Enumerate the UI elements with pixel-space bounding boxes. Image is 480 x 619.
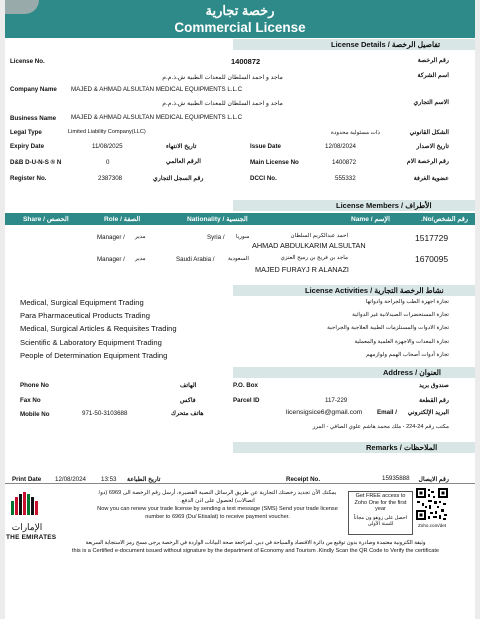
col-nationality: Nationality / الجنسية [187,216,248,223]
qr-code[interactable] [415,487,449,521]
business-name-label: Business Name [10,115,57,122]
member-name-en: MAJED FURAYJ R ALANAZI [255,265,349,274]
activity-ar: تجارة أدوات أصحاب الهمم ولوازمهم [366,352,449,358]
issue-value: 12/08/2024 [325,143,356,150]
member-role: Manager / [97,256,125,263]
license-no-label-ar: رقم الرخصة [417,57,449,64]
title-en: Commercial License [174,20,306,35]
logo-text-ar: الإمارات [11,522,43,532]
logo-text-en: THE EMIRATES [6,534,57,541]
fax-label: Fax No [20,397,41,404]
expiry-value: 11/08/2025 [92,143,123,150]
legal-type-value: Limited Liability Company(LLC) [68,129,146,135]
phone-label: Phone No [20,382,49,389]
dcci-label-ar: عضوية الغرفة [413,175,449,182]
mobile-label-ar: هاتف متحرك [171,410,204,417]
po-box-label: P.O. Box [233,382,258,389]
dcci-label: DCCI No. [250,175,277,182]
activity-en: Scientific & Laboratory Equipment Trading [20,338,162,347]
legal-type-label-ar: الشكل القانوني [409,129,449,136]
activity-en: Para Pharmaceutical Products Trading [20,311,151,320]
uae-flag-logo-icon [9,491,39,521]
parcel-label-ar: رقم القطعة [419,397,449,404]
company-name-label: Company Name [10,86,57,93]
address-line-ar: مكتب رقم 24-224 - ملك محمد هاشم علوي الصافي - المرر [312,424,449,430]
zoho-caption: Zoho.com/det [418,523,447,528]
main-license-label-ar: رقم الرخصة الام [406,158,449,165]
receipt-label-ar: رقم الايصال [418,476,449,483]
company-name-value: MAJED & AHMAD ALSULTAN MEDICAL EQUIPMENTS L.L.C [71,86,243,93]
zoho-promo-ar: احصل على زوهو ون مجاناً للسنة الأولى [353,515,408,528]
po-box-label-ar: صندوق بريد [419,382,449,389]
col-role: Role / الصفة [104,216,141,223]
activity-ar: تجارة الادوات والمستلزمات الطبية العلاجية والجراحية [327,325,449,331]
register-value: 2387308 [98,175,123,182]
phone-label-ar: الهاتف [180,382,197,389]
legal-type-label: Legal Type [10,129,42,136]
duns-value: 0 [106,159,110,166]
issue-label: Issue Date [250,143,281,150]
receipt-value: 15935888 [382,475,410,482]
company-name-ar: ماجد و احمد السلطان للمعدات الطبية ش.ذ.م.م [162,74,283,81]
print-time-value: 13:53 [101,476,117,483]
parcel-label: Parcel ID [233,397,260,404]
member-person-no: 1670095 [415,254,449,264]
print-date-label: Print Date [12,476,42,483]
issue-label-ar: تاريخ الاصدار [416,143,449,150]
activity-ar: تجارة المستحضرات الصيدلانية غير الدوائية [352,312,449,318]
member-name-en: AHMAD ABDULKARIM ALSULTAN [252,241,366,250]
member-role-ar: مدير [135,234,146,240]
receipt-label: Receipt No. [286,476,321,483]
member-name-ar: ماجد بن فريج بن رميح العنزي [280,255,348,261]
footer-divider [5,483,475,484]
address-heading: Address / العنوان [383,368,441,377]
license-document [5,0,475,619]
member-name-ar: احمد عبدالكريم السلطان [290,233,348,239]
register-label: Register No. [10,175,47,182]
mobile-value: 971-50-3103688 [82,410,128,417]
certified-en: this is a Certified e-document issued without signature by the department of Economy and Tourism .Kindly Scan the QR Code to Verify the certificate [71,548,440,554]
zoho-promo-en: Get FREE access to Zoho One for the first year [354,493,407,513]
email-label: Email / [377,409,397,416]
certified-ar: وثيقة الكترونية معتمدة وصادرة بدون توقيع من دائرة الاقتصاد والسياحة في دبي. لمراجعة صحة البيانات الواردة في الرخصة يرجى مسح رمز الاستجابة السريعة [85,540,426,546]
duns-label: D&B D-U-N-S ® N [10,159,62,166]
title-ar: رخصة تجارية [205,3,275,18]
parcel-value: 117-229 [325,397,348,404]
member-nationality: Saudi Arabia / [176,256,215,263]
license-no-label: License No. [10,58,45,65]
mobile-label: Mobile No [20,411,50,418]
col-name: Name / الإسم [351,216,390,223]
expiry-label-ar: تاريخ الانتهاء [166,143,197,150]
expiry-label: Expiry Date [10,143,45,150]
company-name-label-ar: اسم الشركة [417,72,449,79]
remarks-heading: Remarks / الملاحظات [366,443,438,452]
email-value: licensigsice6@gmail.com [286,409,363,416]
activity-en: People of Determination Equipment Trading [20,351,168,360]
trade-name-label-ar: الاسم التجاري [413,99,449,106]
activity-en: Medical, Surgical Articles & Requisites Trading [20,324,177,333]
section-header-remarks [233,442,475,453]
member-role-ar: مدير [135,256,146,262]
register-label-ar: رقم السجل التجاري [153,175,204,182]
member-role: Manager / [97,234,125,241]
legal-type-ar: ذات مسئولية محدودة [330,130,380,136]
business-name-value: MAJED & AHMAD ALSULTAN MEDICAL EQUIPMENTS L.L.C [71,114,243,121]
license-details-heading: License Details / تفاصيل الرخصة [331,40,441,49]
activity-ar: تجارة المعدات والاجهزة العلمية والمعملية [354,339,449,345]
sms-renewal-en: Now you can renew your trade license by sending a text message (SMS) Send your trade license number to 6969 (Du/ Etisalat) to receive payment voucher. [97,506,338,520]
member-nationality-ar: السعودية [228,256,249,262]
col-share: Share / الحصص [23,216,69,223]
trade-name-ar: ماجد و احمد السلطان للمعدات الطبية ش.ذ.م.م [162,100,283,107]
print-date-label-ar: تاريخ الطباعة [127,476,161,483]
fax-label-ar: فاكس [180,397,196,404]
activities-heading: License Activities / نشاط الرخصة التجارية [305,286,444,295]
sms-renewal-ar: يمكنك الآن تجديد رخصتك التجارية عن طريق الرسائل النصية القصيرة، أرسل رقم الرخصة الى 6969 (دو/اتصالات) لحصول على اذن الدفع. [98,490,337,504]
member-nationality-ar: سوريا [236,234,250,240]
print-date-value: 12/08/2024 [55,476,86,483]
col-person-no: رقم الشخص/No. [421,216,469,223]
license-no-value: 1400872 [231,57,261,66]
member-person-no: 1517729 [415,233,449,243]
member-nationality: Syria / [207,234,225,241]
dcci-value: 555332 [335,175,356,182]
email-label-ar: البريد الإلكتروني [407,409,449,416]
main-license-value: 1400872 [332,159,357,166]
duns-label-ar: الرقم العالمي [166,158,201,165]
main-license-label: Main License No [250,159,299,166]
members-heading: License Members / الأطراف [336,201,432,210]
activity-ar: تجارة اجهزة الطب والجراحة وادواتها [365,299,449,305]
activity-en: Medical, Surgical Equipment Trading [20,298,144,307]
